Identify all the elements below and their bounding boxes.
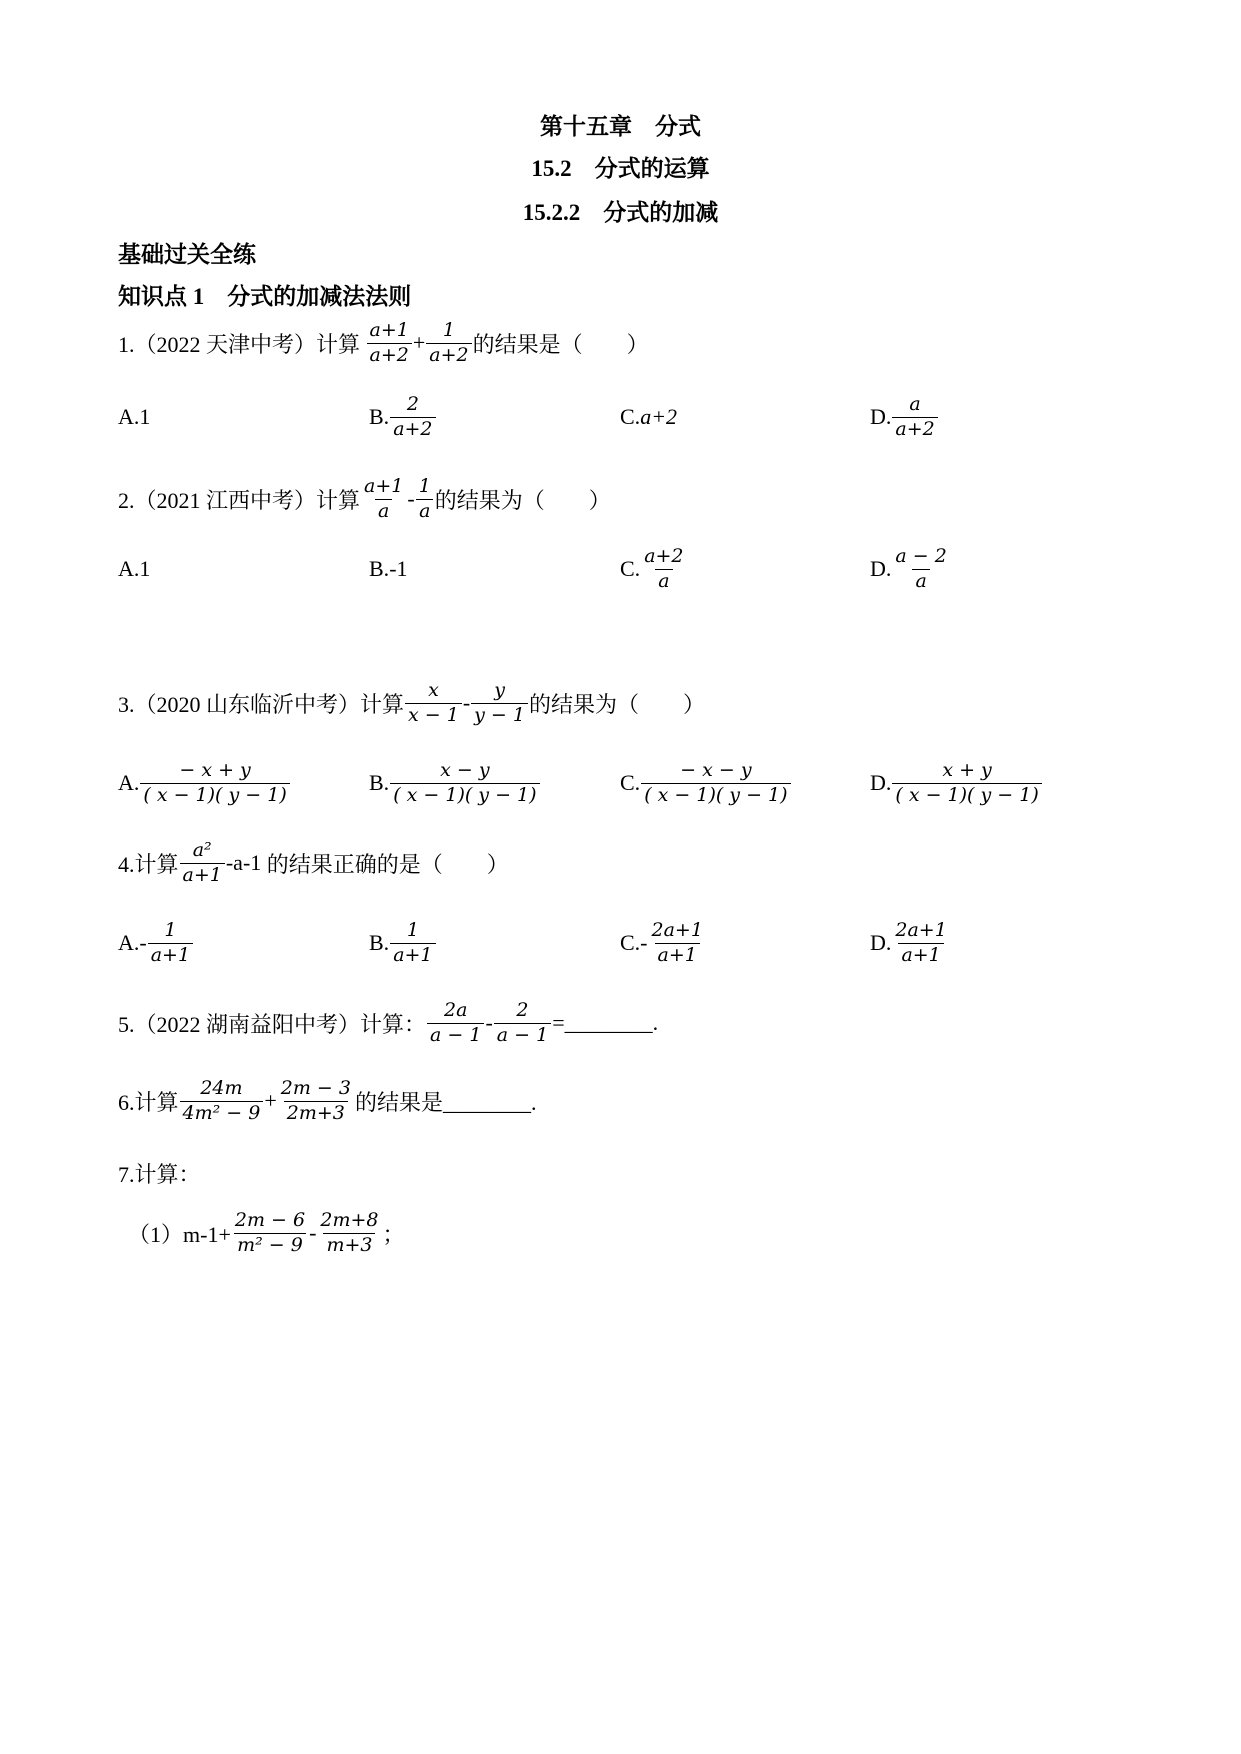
option-b[interactable]: B. $\frac{1}{a+1}$ xyxy=(369,920,437,967)
option-a[interactable]: A. 1 xyxy=(118,404,151,429)
option-a[interactable]: A. 1 xyxy=(118,556,151,581)
fraction: $\frac{a+1}{a}$ xyxy=(364,475,404,522)
answer-blank[interactable]: =________. xyxy=(552,1010,659,1036)
subsection-title: 15.2.2 分式的加减 xyxy=(522,200,719,225)
fraction: $\frac{x}{x - 1}$ xyxy=(405,680,462,727)
knowledge-point-heading: 知识点 1 分式的加减法法则 xyxy=(118,284,412,309)
fraction: $\frac{2}{a - 1}$ xyxy=(494,1000,551,1047)
question-1: 1.（2022 天津中考）计算 $\frac{a+1}{a+2}$ + $\frac{1}{a+2}$ 的结果是（ ） xyxy=(118,319,649,366)
option-b[interactable]: B. -1 xyxy=(369,556,408,581)
question-6: 6.计算 $\frac{24m}{\text{4m² − 9}}$ + $\frac{2m - 3}{2m+3}$ 的结果是________. xyxy=(118,1077,537,1124)
fraction: $\frac{1}{a}$ xyxy=(416,476,434,523)
practice-heading: 基础过关全练 xyxy=(118,242,256,267)
question-5: 5.（2022 湖南益阳中考）计算： $\frac{2a}{a - 1}$ - $\frac{2}{a - 1}$ =________. xyxy=(118,999,659,1046)
fraction: $\frac{2a}{a - 1}$ xyxy=(427,1000,484,1047)
question-7-part-1: （1）m-1+ $\frac{2m - 6}{\text{m² − 9}}$ - $\frac{2m+8}{m+3}$ ； xyxy=(128,1209,405,1256)
question-4: 4.计算 $\frac{\text{a²}}{a+1}$ -a-1 的结果正确的是（ ） xyxy=(118,839,509,886)
fraction: $\frac{2m - 3}{2m+3}$ xyxy=(280,1077,351,1124)
question-7: 7.计算： xyxy=(118,1162,201,1187)
option-a[interactable]: A. $\frac{- x + y}{( x - 1)( y - 1)}$ xyxy=(118,760,291,807)
option-d[interactable]: D. $\frac{a}{a+2}$ xyxy=(870,394,939,441)
fraction: $\frac{a+1}{a+2}$ xyxy=(367,320,412,367)
fraction: $\frac{y}{y - 1}$ xyxy=(471,680,528,727)
option-c[interactable]: C. $\frac{- x - y}{( x - 1)( y - 1)}$ xyxy=(620,760,792,807)
fraction: $\frac{24m}{\text{4m² − 9}}$ xyxy=(180,1078,264,1125)
option-c[interactable]: C. $\frac{a+2}{a}$ xyxy=(620,545,684,592)
option-d[interactable]: D. $\frac{a - 2}{a}$ xyxy=(870,545,947,592)
section-title: 15.2 分式的运算 xyxy=(531,156,710,181)
option-d[interactable]: D. $\frac{x + y}{( x - 1)( y - 1)}$ xyxy=(870,760,1043,807)
option-c[interactable]: C.- $\frac{2a+1}{a+1}$ xyxy=(620,919,703,966)
option-b[interactable]: B. $\frac{x - y}{( x - 1)( y - 1)}$ xyxy=(369,760,541,807)
fraction: $\frac{2m - 6}{\text{m² − 9}}$ xyxy=(234,1209,306,1256)
question-2: 2.（2021 江西中考）计算 $\frac{a+1}{a}$ - $\frac{1}{a}$ 的结果为（ ） xyxy=(118,475,611,522)
option-a[interactable]: A.- $\frac{1}{a+1}$ xyxy=(118,920,194,967)
answer-blank[interactable]: 的结果是________. xyxy=(354,1089,537,1115)
option-d[interactable]: D. $\frac{2a+1}{a+1}$ xyxy=(870,919,947,966)
fraction: $\frac{1}{a+2}$ xyxy=(426,320,471,367)
option-c[interactable]: C. a+2 xyxy=(620,404,678,429)
question-3: 3.（2020 山东临沂中考）计算 $\frac{x}{x - 1}$ - $\frac{y}{y - 1}$ 的结果为（ ） xyxy=(118,679,705,726)
question-1-prefix: 1.（2022 天津中考）计算 xyxy=(118,331,366,357)
option-b[interactable]: B. $\frac{2}{a+2}$ xyxy=(369,394,437,441)
chapter-title: 第十五章 分式 xyxy=(540,114,701,139)
fraction: $\frac{2m+8}{m+3}$ xyxy=(320,1209,379,1256)
fraction: $\frac{\text{a²}}{a+1}$ xyxy=(180,840,225,887)
